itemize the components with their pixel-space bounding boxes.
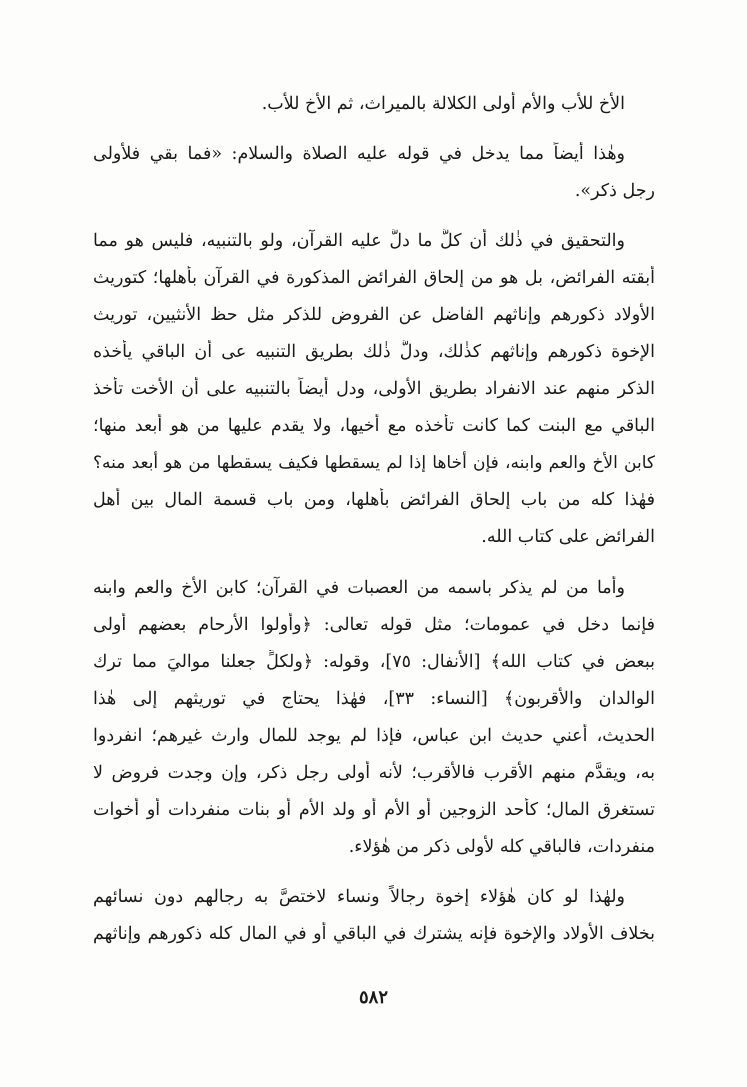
page-number: ٥٨٢ xyxy=(358,987,388,1008)
text-line: به، ويقدَّم منهم الأقرب فالأقرب؛ لأنه أولى رجل ذكر، وإن وجدت فروض لا xyxy=(93,763,655,783)
text-line: كابن الأخ والعم وابنه، فإن أخاها إذا لم يسقطها فكيف يسقطها من هو أبعد منه؟ xyxy=(93,453,655,473)
text-line: الحديث، أعني حديث ابن عباس، فإذا لم يوجد للمال وارث غيرهم؛ انفردوا xyxy=(93,726,655,746)
text-line: وأما من لم يذكر باسمه من العصبات في القرآن؛ كابن الأخ والعم وابنه xyxy=(93,578,625,598)
text-line: فهٰذا كله من باب إلحاق الفرائض بأهلها، ومن باب قسمة المال بين أهل xyxy=(93,490,655,510)
text-line: الوالدان والأقربون﴾ [النساء: ٣٣]، فهٰذا يحتاج في توريثهم إلى هٰذا xyxy=(93,689,655,709)
text-line: بخلاف الأولاد والإخوة فإنه يشترك في الباقي أو في المال كله ذكورهم وإناثهم xyxy=(93,924,655,944)
text-line: رجل ذكر». xyxy=(574,181,655,201)
text-line: ولهٰذا لو كان هٰؤلاء إخوة رجالاً ونساء لاختصَّ به رجالهم دون نسائهم xyxy=(93,887,625,907)
text-line: فإنما دخل في عمومات؛ مثل قوله تعالى: ﴿وأولوا الأرحام بعضهم أولى xyxy=(93,615,655,635)
text-line: الذكر منهم عند الانفراد بطريق الأولى، ودل أيضاً بالتنبيه على أن الأخت تأخذ xyxy=(93,379,655,399)
text-line: الأخ للأب والأم أولى الكلالة بالميراث، ثم الأخ للأب. xyxy=(261,94,625,114)
text-line: الباقي مع البنت كما كانت تأخذه مع أخيها، ولا يقدم عليها من هو أبعد منها؛ xyxy=(93,416,655,436)
text-line: والتحقيق في ذٰلك أن كلَّ ما دلَّ عليه القرآن، ولو بالتنبيه، فليس هو مما xyxy=(93,231,625,251)
text-line: وهٰذا أيضاً مما يدخل في قوله عليه الصلاة والسلام: «فما بقي فلأولى xyxy=(93,144,625,164)
text-line: الأولاد ذكورهم وإناثهم الفاضل عن الفروض للذكر مثل حظ الأنثيين، توريث xyxy=(93,305,655,325)
text-line: منفردات، فالباقي كله لأولى ذكر من هٰؤلاء. xyxy=(348,837,655,857)
text-line: ببعض في كتاب الله﴾ [الأنفال: ٧٥]، وقوله: ﴿ولكلٍّ جعلنا مواليَ مما ترك xyxy=(93,652,655,672)
text-line: تستغرق المال؛ كأحد الزوجين أو الأم أو ولد الأم أو بنات منفردات أو أخوات xyxy=(93,800,655,820)
text-line: الفرائض على كتاب الله. xyxy=(481,527,655,547)
text-line: الإخوة ذكورهم وإناثهم كذٰلك، ودلَّ ذٰلك بطريق التنبيه عى أن الباقي يأخذه xyxy=(93,342,655,362)
text-line: أبقته الفرائض، بل هو من إلحاق الفرائض المذكورة في القرآن بأهلها؛ كتوريث xyxy=(93,268,655,288)
